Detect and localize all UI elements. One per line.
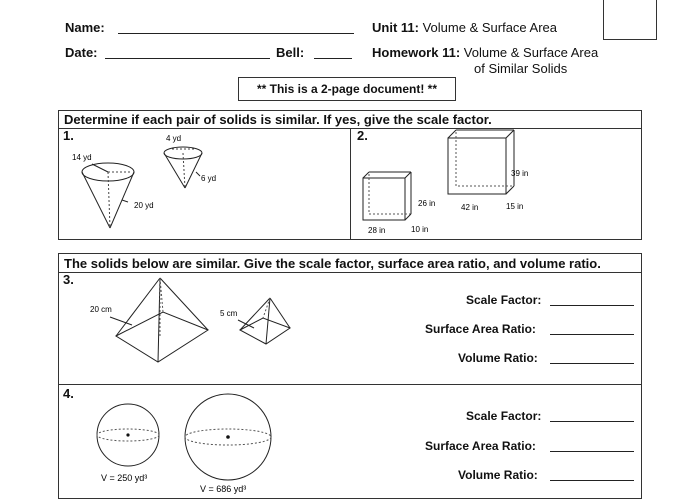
- p4-volume-ratio-label: Volume Ratio:: [458, 468, 538, 482]
- big-cone-radius-label: 14 yd: [72, 153, 92, 162]
- p4-scale-factor-label: Scale Factor:: [466, 409, 542, 423]
- unit-number: Unit 11:: [372, 20, 419, 35]
- problem-2-number: 2.: [357, 128, 368, 143]
- small-cone-slant-label: 6 yd: [201, 174, 217, 183]
- homework-number: Homework 11:: [372, 45, 461, 60]
- section1-instruction: Determine if each pair of solids is similar. If yes, give the scale factor.: [64, 112, 492, 127]
- big-cone-slant-label: 20 yd: [134, 201, 154, 210]
- bell-label: Bell:: [276, 45, 305, 60]
- problem-3-number: 3.: [63, 272, 74, 287]
- p4-scale-factor-blank[interactable]: [550, 421, 634, 422]
- p4-surface-area-label: Surface Area Ratio:: [425, 439, 536, 453]
- homework-topic-line2: of Similar Solids: [474, 61, 568, 76]
- problem-1-number: 1.: [63, 128, 74, 143]
- date-label: Date:: [65, 45, 98, 60]
- small-prism-width-label: 10 in: [411, 225, 429, 234]
- small-sphere-volume: V = 250 yd³: [101, 473, 148, 483]
- homework-topic: Volume & Surface Area: [463, 45, 599, 60]
- small-prism-height-label: 26 in: [418, 199, 436, 208]
- small-prism-length-label: 28 in: [368, 226, 386, 235]
- name-label: Name:: [65, 20, 105, 35]
- big-prism-width-label: 15 in: [506, 202, 524, 211]
- p4-surface-area-blank[interactable]: [550, 451, 634, 452]
- small-pyramid-label: 5 cm: [220, 309, 238, 318]
- small-cone-diameter-label: 4 yd: [166, 134, 182, 143]
- big-sphere-volume: V = 686 yd³: [200, 484, 247, 494]
- problem-4-number: 4.: [63, 386, 74, 401]
- big-prism-height-label: 39 in: [511, 169, 529, 178]
- notice-text: ** This is a 2-page document! **: [256, 82, 438, 96]
- unit-topic: Volume & Surface Area: [422, 20, 558, 35]
- section2-instruction: The solids below are similar. Give the scale factor, surface area ratio, and volume ratio.: [64, 256, 601, 271]
- p3-volume-ratio-label: Volume Ratio:: [458, 351, 538, 365]
- big-pyramid-label: 20 cm: [90, 305, 112, 314]
- p4-volume-ratio-blank[interactable]: [550, 480, 634, 481]
- big-prism-length-label: 42 in: [461, 203, 479, 212]
- p3-scale-factor-label: Scale Factor:: [466, 293, 542, 307]
- p3-surface-area-label: Surface Area Ratio:: [425, 322, 536, 336]
